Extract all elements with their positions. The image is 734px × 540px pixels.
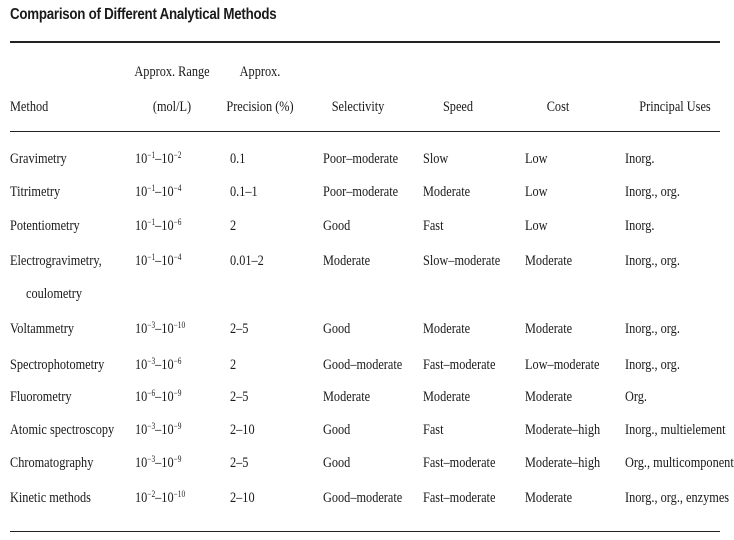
cell-selectivity: Good–moderate bbox=[323, 490, 403, 506]
cell-selectivity: Poor–moderate bbox=[323, 151, 399, 167]
range-dash: – bbox=[155, 253, 162, 269]
range-exponent: −9 bbox=[173, 454, 182, 464]
range-dash: – bbox=[155, 490, 162, 506]
cell-precision: 2–5 bbox=[230, 455, 249, 471]
cell-method: Kinetic methods bbox=[10, 490, 91, 506]
range-dash: – bbox=[155, 151, 162, 167]
cell-selectivity: Moderate bbox=[323, 253, 371, 269]
range-dash: – bbox=[155, 455, 162, 471]
range-exponent: −6 bbox=[173, 217, 182, 227]
cell-uses: Org., multicomponent bbox=[625, 455, 734, 471]
cell-range bbox=[135, 357, 181, 374]
cell-precision: 0.1 bbox=[230, 151, 246, 167]
top-rule bbox=[10, 41, 720, 43]
cell-precision: 2–5 bbox=[230, 389, 249, 405]
cell-selectivity: Moderate bbox=[323, 389, 371, 405]
range-exponent: −9 bbox=[173, 421, 182, 431]
cell-method: Potentiometry bbox=[10, 218, 80, 234]
range-base: 10 bbox=[135, 357, 148, 373]
bottom-rule bbox=[10, 531, 720, 532]
range-dash: – bbox=[155, 321, 162, 337]
range-base: 10 bbox=[161, 218, 174, 234]
cell-cost: Low bbox=[525, 218, 548, 234]
range-base: 10 bbox=[135, 422, 148, 438]
cell-selectivity: Good–moderate bbox=[323, 357, 403, 373]
cell-range bbox=[135, 184, 181, 201]
cell-method: Fluorometry bbox=[10, 389, 72, 405]
cell-precision: 2 bbox=[230, 218, 237, 234]
cell-speed: Slow–moderate bbox=[423, 253, 501, 269]
cell-speed: Slow bbox=[423, 151, 449, 167]
range-exponent: −6 bbox=[147, 388, 156, 398]
range-base: 10 bbox=[161, 389, 174, 405]
cell-method: Electrogravimetry, bbox=[10, 253, 102, 269]
cell-selectivity: Good bbox=[323, 321, 351, 337]
cell-speed: Fast bbox=[423, 422, 444, 438]
range-base: 10 bbox=[161, 357, 174, 373]
cell-selectivity: Good bbox=[323, 422, 351, 438]
cell-cost: Moderate bbox=[525, 321, 573, 337]
header-range-line1: Approx. Range bbox=[134, 64, 210, 80]
cell-speed: Fast–moderate bbox=[423, 490, 496, 506]
cell-cost: Moderate–high bbox=[525, 422, 601, 438]
range-exponent: −1 bbox=[147, 217, 156, 227]
range-base: 10 bbox=[135, 455, 148, 471]
cell-speed: Moderate bbox=[423, 184, 471, 200]
range-base: 10 bbox=[135, 253, 148, 269]
range-exponent: −3 bbox=[147, 356, 156, 366]
cell-speed: Fast–moderate bbox=[423, 357, 496, 373]
range-base: 10 bbox=[161, 151, 174, 167]
range-base: 10 bbox=[161, 253, 174, 269]
cell-selectivity: Good bbox=[323, 455, 351, 471]
cell-method: Chromatography bbox=[10, 455, 94, 471]
cell-uses: Inorg., org. bbox=[625, 184, 680, 200]
header-speed: Speed bbox=[442, 99, 474, 115]
cell-method: Voltammetry bbox=[10, 321, 74, 337]
cell-speed: Moderate bbox=[423, 321, 471, 337]
range-base: 10 bbox=[135, 184, 148, 200]
range-dash: – bbox=[155, 218, 162, 234]
range-exponent: −4 bbox=[173, 183, 182, 193]
range-base: 10 bbox=[135, 218, 148, 234]
cell-precision: 2–5 bbox=[230, 321, 249, 337]
header-method: Method bbox=[10, 99, 49, 115]
cell-speed: Fast bbox=[423, 218, 444, 234]
range-base: 10 bbox=[135, 151, 148, 167]
cell-method: Gravimetry bbox=[10, 151, 67, 167]
header-principal-uses: Principal Uses bbox=[639, 99, 711, 115]
cell-range bbox=[135, 490, 185, 507]
cell-uses: Inorg., org., enzymes bbox=[625, 490, 730, 506]
cell-range bbox=[135, 422, 181, 439]
range-exponent: −2 bbox=[147, 489, 156, 499]
range-exponent: −3 bbox=[147, 421, 156, 431]
range-exponent: −9 bbox=[173, 388, 182, 398]
range-exponent: −1 bbox=[147, 252, 156, 262]
cell-cost: Low bbox=[525, 151, 548, 167]
cell-selectivity: Good bbox=[323, 218, 351, 234]
cell-cost: Moderate bbox=[525, 490, 573, 506]
cell-method: Atomic spectroscopy bbox=[10, 422, 115, 438]
cell-uses: Inorg., org. bbox=[625, 357, 680, 373]
range-exponent: −10 bbox=[173, 320, 186, 330]
header-precision-line1: Approx. bbox=[239, 64, 281, 80]
header-cost: Cost bbox=[546, 99, 570, 115]
range-exponent: −4 bbox=[173, 252, 182, 262]
range-exponent: −1 bbox=[147, 150, 156, 160]
cell-precision: 2–10 bbox=[230, 422, 255, 438]
range-base: 10 bbox=[161, 422, 174, 438]
header-selectivity: Selectivity bbox=[331, 99, 385, 115]
cell-speed: Fast–moderate bbox=[423, 455, 496, 471]
range-dash: – bbox=[155, 184, 162, 200]
range-exponent: −3 bbox=[147, 454, 156, 464]
range-base: 10 bbox=[161, 490, 174, 506]
range-dash: – bbox=[155, 422, 162, 438]
header-precision-line2: Precision (%) bbox=[226, 99, 294, 115]
range-base: 10 bbox=[135, 389, 148, 405]
range-base: 10 bbox=[161, 184, 174, 200]
cell-uses: Inorg. bbox=[625, 218, 655, 234]
cell-uses: Org. bbox=[625, 389, 647, 405]
cell-uses: Inorg. bbox=[625, 151, 655, 167]
page-title: Comparison of Different Analytical Methods bbox=[10, 6, 277, 23]
cell-cost: Moderate bbox=[525, 253, 573, 269]
cell-precision: 2 bbox=[230, 357, 237, 373]
cell-cost: Moderate bbox=[525, 389, 573, 405]
cell-cost: Moderate–high bbox=[525, 455, 601, 471]
cell-range bbox=[135, 455, 181, 472]
cell-uses: Inorg., multielement bbox=[625, 422, 726, 438]
cell-uses: Inorg., org. bbox=[625, 321, 680, 337]
range-dash: – bbox=[155, 389, 162, 405]
range-exponent: −6 bbox=[173, 356, 182, 366]
cell-cost: Low–moderate bbox=[525, 357, 600, 373]
range-base: 10 bbox=[135, 490, 148, 506]
cell-method-continuation: coulometry bbox=[26, 286, 83, 302]
range-base: 10 bbox=[135, 321, 148, 337]
cell-speed: Moderate bbox=[423, 389, 471, 405]
cell-selectivity: Poor–moderate bbox=[323, 184, 399, 200]
range-dash: – bbox=[155, 357, 162, 373]
range-exponent: −1 bbox=[147, 183, 156, 193]
range-exponent: −2 bbox=[173, 150, 182, 160]
range-exponent: −3 bbox=[147, 320, 156, 330]
header-rule bbox=[10, 131, 720, 132]
cell-precision: 0.1–1 bbox=[230, 184, 258, 200]
cell-precision: 2–10 bbox=[230, 490, 255, 506]
cell-range bbox=[135, 218, 181, 235]
header-range-line2: (mol/L) bbox=[152, 99, 192, 115]
cell-method: Spectrophotometry bbox=[10, 357, 105, 373]
range-base: 10 bbox=[161, 455, 174, 471]
cell-uses: Inorg., org. bbox=[625, 253, 680, 269]
cell-cost: Low bbox=[525, 184, 548, 200]
range-base: 10 bbox=[161, 321, 174, 337]
cell-method: Titrimetry bbox=[10, 184, 61, 200]
range-exponent: −10 bbox=[173, 489, 186, 499]
cell-range bbox=[135, 253, 181, 270]
cell-range bbox=[135, 389, 181, 406]
cell-range bbox=[135, 321, 185, 338]
cell-range bbox=[135, 151, 181, 168]
cell-precision: 0.01–2 bbox=[230, 253, 264, 269]
